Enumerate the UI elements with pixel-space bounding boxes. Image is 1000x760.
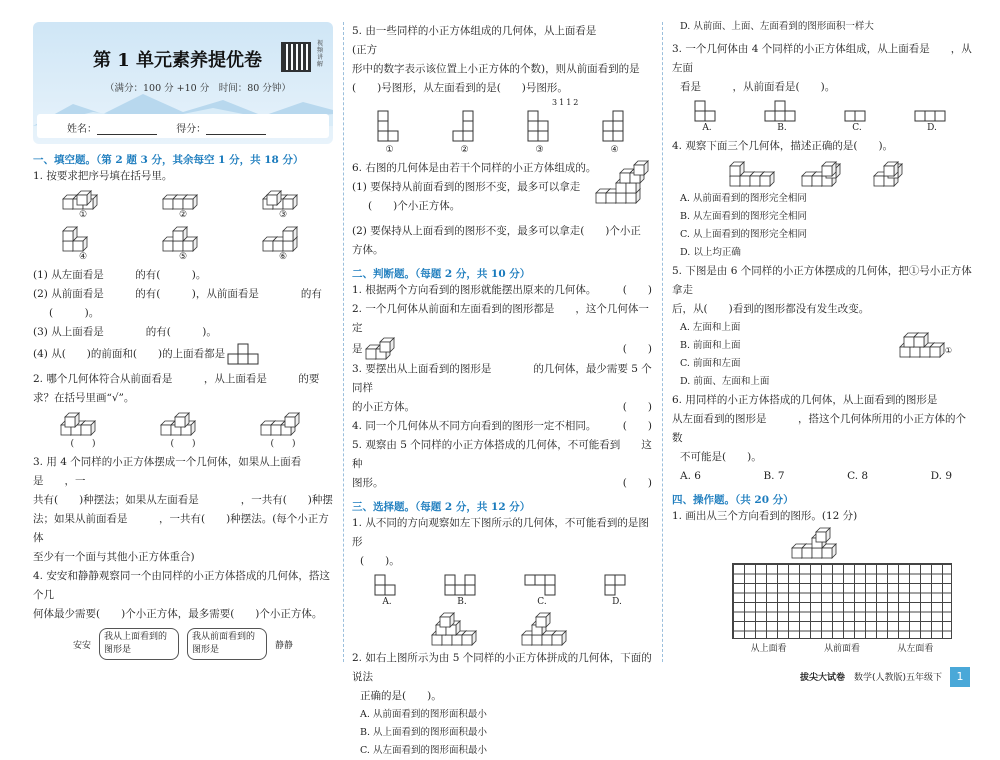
question-6-2-cont: 方体。 xyxy=(352,244,384,256)
choice-3-option-c[interactable]: C. xyxy=(845,101,869,133)
question-6-1-cont: ( )个小正方体。 xyxy=(368,200,461,212)
name-score-bar xyxy=(37,114,329,138)
judge-2-answer[interactable]: ( ) xyxy=(622,342,652,355)
choice-5: 5. 下图是由 6 个同样的小正方体摆成的几何体，把①号小正方体拿走 xyxy=(672,265,972,296)
choice-3-option-d[interactable]: D. xyxy=(915,101,949,133)
q1-figure-1: ① xyxy=(63,190,103,220)
q2-figures-row xyxy=(33,412,333,449)
choice-4-option-c[interactable]: C. 从上面看到的图形完全相同 xyxy=(680,229,807,240)
qr-label: 视频讲解 xyxy=(317,40,324,68)
question-6-1: (1) 要保持从前面看到的图形不变，最多可以拿走 xyxy=(352,181,581,193)
choice-3-options xyxy=(672,101,972,133)
judge-2: 2. 一个几何体从前面和左面看到的图形都是 ，这个几何体一定 xyxy=(352,303,649,334)
operation-1-solid xyxy=(792,526,848,560)
choice-5-options-block xyxy=(672,319,972,391)
question-3-line-3: 法；如果从前面看是 ，一共有( )种摆法。(每个小正方体 xyxy=(33,513,329,544)
judge-5: 5. 观察由 5 个同样的小正方体搭成的几何体，不可能看到 这种 xyxy=(352,439,652,470)
choice-5-option-c[interactable]: C. 前面和左面 xyxy=(680,358,741,369)
page-title: 第 1 单元素养提优卷 xyxy=(93,50,263,71)
choice-6-option-b[interactable]: B. 7 xyxy=(763,470,785,482)
question-4: 4. 安安和静静观察同一个由同样的小正方体搭成的几何体，搭这个几 xyxy=(33,570,330,601)
q2-option-3 xyxy=(261,412,305,449)
choice-3-cont: 看是 ，从前面看是( )。 xyxy=(680,81,836,93)
choice-1-option-c[interactable]: C. xyxy=(525,575,559,607)
section-fill-blank: 一、填空题。（第 2 题 3 分，其余每空 1 分，共 18 分） xyxy=(33,154,304,166)
choice-5-cont: 后，从( )看到的图形都没有发生改变。 xyxy=(672,303,870,315)
grid-label-left: 从左面看 xyxy=(897,644,934,654)
choice-1-options xyxy=(352,575,652,607)
question-1-2-cont: ( )。 xyxy=(49,307,100,319)
name-label: 姓名： xyxy=(67,124,97,135)
choice-2: 2. 如右上图所示为由 5 个同样的小正方体拼成的几何体，下面的说法 xyxy=(352,652,652,683)
choice-1-cont: ( )。 xyxy=(360,555,400,567)
choice-4-option-a[interactable]: A. 从前面看到的图形完全相同 xyxy=(680,193,807,204)
qr-code[interactable] xyxy=(281,42,311,72)
question-1-4: (4) 从( )的前面和( )的上面看都是 xyxy=(33,342,333,366)
q2-option-2 xyxy=(161,412,205,449)
choice-6: 6. 用同样的小正方体搭成的几何体，从上面看到的图形是 xyxy=(672,394,938,406)
choice-4-solid-1 xyxy=(730,158,780,188)
char-jing-jing: 静静 xyxy=(275,640,294,651)
q1-4-view-shape xyxy=(228,344,258,364)
question-1-1: (1) 从左面看是 的有( )。 xyxy=(33,269,207,281)
judge-3-answer[interactable]: ( ) xyxy=(622,401,652,413)
score-field[interactable] xyxy=(206,125,266,135)
grid-label-front: 从前面看 xyxy=(823,644,860,654)
choice-4-solids xyxy=(672,158,972,188)
choice-1-option-b[interactable]: B. xyxy=(445,575,479,607)
speech-bubble-1: 我从上面看到的图形是 xyxy=(99,628,179,660)
section-multiple-choice: 三、选择题。（每题 2 分，共 12 分） xyxy=(352,501,531,513)
choice-2-option-a[interactable]: A. 从前面看到的图形面积最小 xyxy=(360,709,487,720)
question-1-3: (3) 从上面看是 的有( )。 xyxy=(33,326,217,338)
name-field[interactable] xyxy=(97,125,157,135)
q4-dialog xyxy=(33,628,333,660)
choice-6-line-3: 不可能是( )。 xyxy=(680,451,762,463)
choice-1-solids xyxy=(352,611,652,647)
question-6-block xyxy=(352,159,652,260)
column-1 xyxy=(33,22,333,660)
choice-3-option-b[interactable]: B. xyxy=(765,101,799,133)
choice-1-solid-left xyxy=(432,611,482,647)
choice-6-option-c[interactable]: C. 8 xyxy=(847,470,869,482)
question-5-line-3: ( )号图形，从左面看到的是( )号图形。 xyxy=(352,82,568,94)
choice-2-option-b[interactable]: B. 从上面看到的图形面积最小 xyxy=(360,727,488,738)
question-2-cont: 求？在括号里画“√”。 xyxy=(33,392,135,404)
judge-3-cont: 的小正方体。 ( ) xyxy=(352,398,652,417)
q1-figure-4: ④ xyxy=(63,224,103,262)
speech-bubble-2: 我从前面看到的图形是 xyxy=(187,628,267,660)
judge-5-answer[interactable]: ( ) xyxy=(622,477,652,489)
question-3: 3. 用 4 个同样的小正方体摆成一个几何体，如果从上面看是 ，一 xyxy=(33,456,302,487)
choice-4: 4. 观察下面三个几何体，描述正确的是( )。 xyxy=(672,140,894,152)
judge-5-cont: 图形。 ( ) xyxy=(352,474,652,493)
judge-1: 1. 根据两个方向看到的图形就能摆出原来的几何体。 ( ) xyxy=(352,281,652,300)
question-1-2: (2) 从前面看是 的有( )，从前面看是 的有 xyxy=(33,288,322,300)
choice-4-solid-3 xyxy=(874,158,914,188)
q5-figures-row xyxy=(352,111,652,155)
choice-6-options xyxy=(672,467,972,486)
q2-answer-1[interactable]: ( ) xyxy=(70,439,96,449)
drawing-grid[interactable] xyxy=(732,563,952,639)
q1-figure-2: ② xyxy=(163,190,203,220)
choice-1-solid-right xyxy=(522,611,572,647)
q1-figures-row-1 xyxy=(33,190,333,220)
q5-top-view-digits: 3 1 1 2 xyxy=(552,98,579,107)
choice-6-option-d[interactable]: D. 9 xyxy=(930,470,952,482)
question-6-2: (2) 要保持从上面看到的图形不变，最多可以拿走( )个小正 xyxy=(352,225,641,237)
grid-label-top: 从上面看 xyxy=(750,644,787,654)
column-2 xyxy=(352,22,652,760)
question-3-line-2: 共有( )种摆法；如果从左面看是 ，一共有( )种摆 xyxy=(33,494,333,506)
question-4-cont: 何体最少需要( )个小正方体，最多需要( )个小正方体。 xyxy=(33,608,323,620)
judge-4-answer[interactable]: ( ) xyxy=(622,420,652,432)
question-2: 2. 哪个几何体符合从前面看是 ，从上面看是 的要 xyxy=(33,373,320,385)
q1-figure-5: ⑤ xyxy=(163,224,203,262)
q6-solid-figure xyxy=(596,159,652,205)
judge-1-answer[interactable]: ( ) xyxy=(622,284,652,296)
q5-option-1: ① xyxy=(378,111,402,155)
title-header xyxy=(33,22,333,144)
column-divider-2 xyxy=(662,22,663,662)
choice-1: 1. 从不同的方向观察如左下图所示的几何体，不可能看到的是图形 xyxy=(352,517,649,548)
choice-5-option-d[interactable]: D. 前面、左面和上面 xyxy=(680,376,770,387)
q2-answer-3[interactable]: ( ) xyxy=(270,439,296,449)
judge-2-figure xyxy=(366,338,400,360)
score-label: 得分： xyxy=(176,124,207,135)
drawing-grid-area[interactable] xyxy=(732,563,972,651)
question-6: 6. 右图的几何体是由若干个同样的小正方体组成的。 xyxy=(352,162,597,174)
exam-subtitle: （满分：100 分 +10 分 时间：80 分钟） xyxy=(105,83,291,94)
question-5-line-2: 形中的数字表示该位置上小正方体的个数)，则从前面看到的是 xyxy=(352,63,640,75)
q1-figures-row-2 xyxy=(33,224,333,262)
choice-5-option-b[interactable]: B. 前面和上面 xyxy=(680,340,741,351)
question-1: 1. 按要求把序号填在括号里。 xyxy=(33,170,173,182)
choice-1-option-a[interactable]: A. xyxy=(375,575,399,607)
q5-option-4: ④ xyxy=(603,111,627,155)
footer-brand: 拔尖大试卷 数学(人教版)五年级下 xyxy=(799,673,942,683)
choice-3: 3. 一个几何体由 4 个同样的小正方体组成，从上面看是 ，从左面 xyxy=(672,43,972,74)
q1-figure-3: ③ xyxy=(263,190,303,220)
q1-figure-6: ⑥ xyxy=(263,224,303,262)
question-3-line-4: 至少有一个面与其他小正方体重合) xyxy=(33,551,195,563)
q2-answer-2[interactable]: ( ) xyxy=(170,439,196,449)
choice-6-line-2: 从左面看到的图形是 ，搭这个几何体所用的小正方体的个数 xyxy=(672,413,966,444)
section-true-false: 二、判断题。（每题 2 分，共 10 分） xyxy=(352,268,531,280)
section-operation: 四、操作题。（共 20 分） xyxy=(672,494,794,506)
choice-4-option-b[interactable]: B. 从左面看到的图形完全相同 xyxy=(680,211,808,222)
q5-option-3: ③ xyxy=(528,111,552,155)
choice-6-option-a[interactable]: A. 6 xyxy=(680,470,701,482)
choice-4-option-d[interactable]: D. 以上均正确 xyxy=(680,247,741,258)
choice-5-option-a[interactable]: A. 左面和上面 xyxy=(680,322,741,333)
choice-4-solid-2 xyxy=(802,158,852,188)
judge-3: 3. 要摆出从上面看到的图形是 的几何体，最少需要 5 个同样 xyxy=(352,363,652,394)
page-number: 1 xyxy=(950,667,970,687)
choice-2-cont: 正确的是( )。 xyxy=(360,690,442,702)
judge-4: 4. 同一个几何体从不同方向看到的图形一定不相同。 ( ) xyxy=(352,417,652,436)
choice-3-option-a[interactable]: A. xyxy=(695,101,719,133)
q2-option-1 xyxy=(61,412,105,449)
choice-1-option-d[interactable]: D. xyxy=(605,575,629,607)
char-an-an: 安安 xyxy=(72,640,91,651)
column-3 xyxy=(672,22,972,654)
judge-2-cont: 是 ( ) xyxy=(352,338,652,360)
q5-option-2: ② xyxy=(453,111,477,155)
choice-2-option-d[interactable]: D. 从前面、上面、左面看到的图形面积一样大 xyxy=(680,21,874,32)
question-5: 5. 由一些同样的小正方体组成的几何体，从上面看是 (正方 xyxy=(352,25,639,56)
column-divider-1 xyxy=(343,22,344,662)
operation-1: 1. 画出从三个方向看到的图形。(12 分) xyxy=(672,510,858,522)
choice-2-option-c[interactable]: C. 从左面看到的图形面积最小 xyxy=(360,745,487,756)
choice-5-cube-mark: ① xyxy=(944,346,952,355)
